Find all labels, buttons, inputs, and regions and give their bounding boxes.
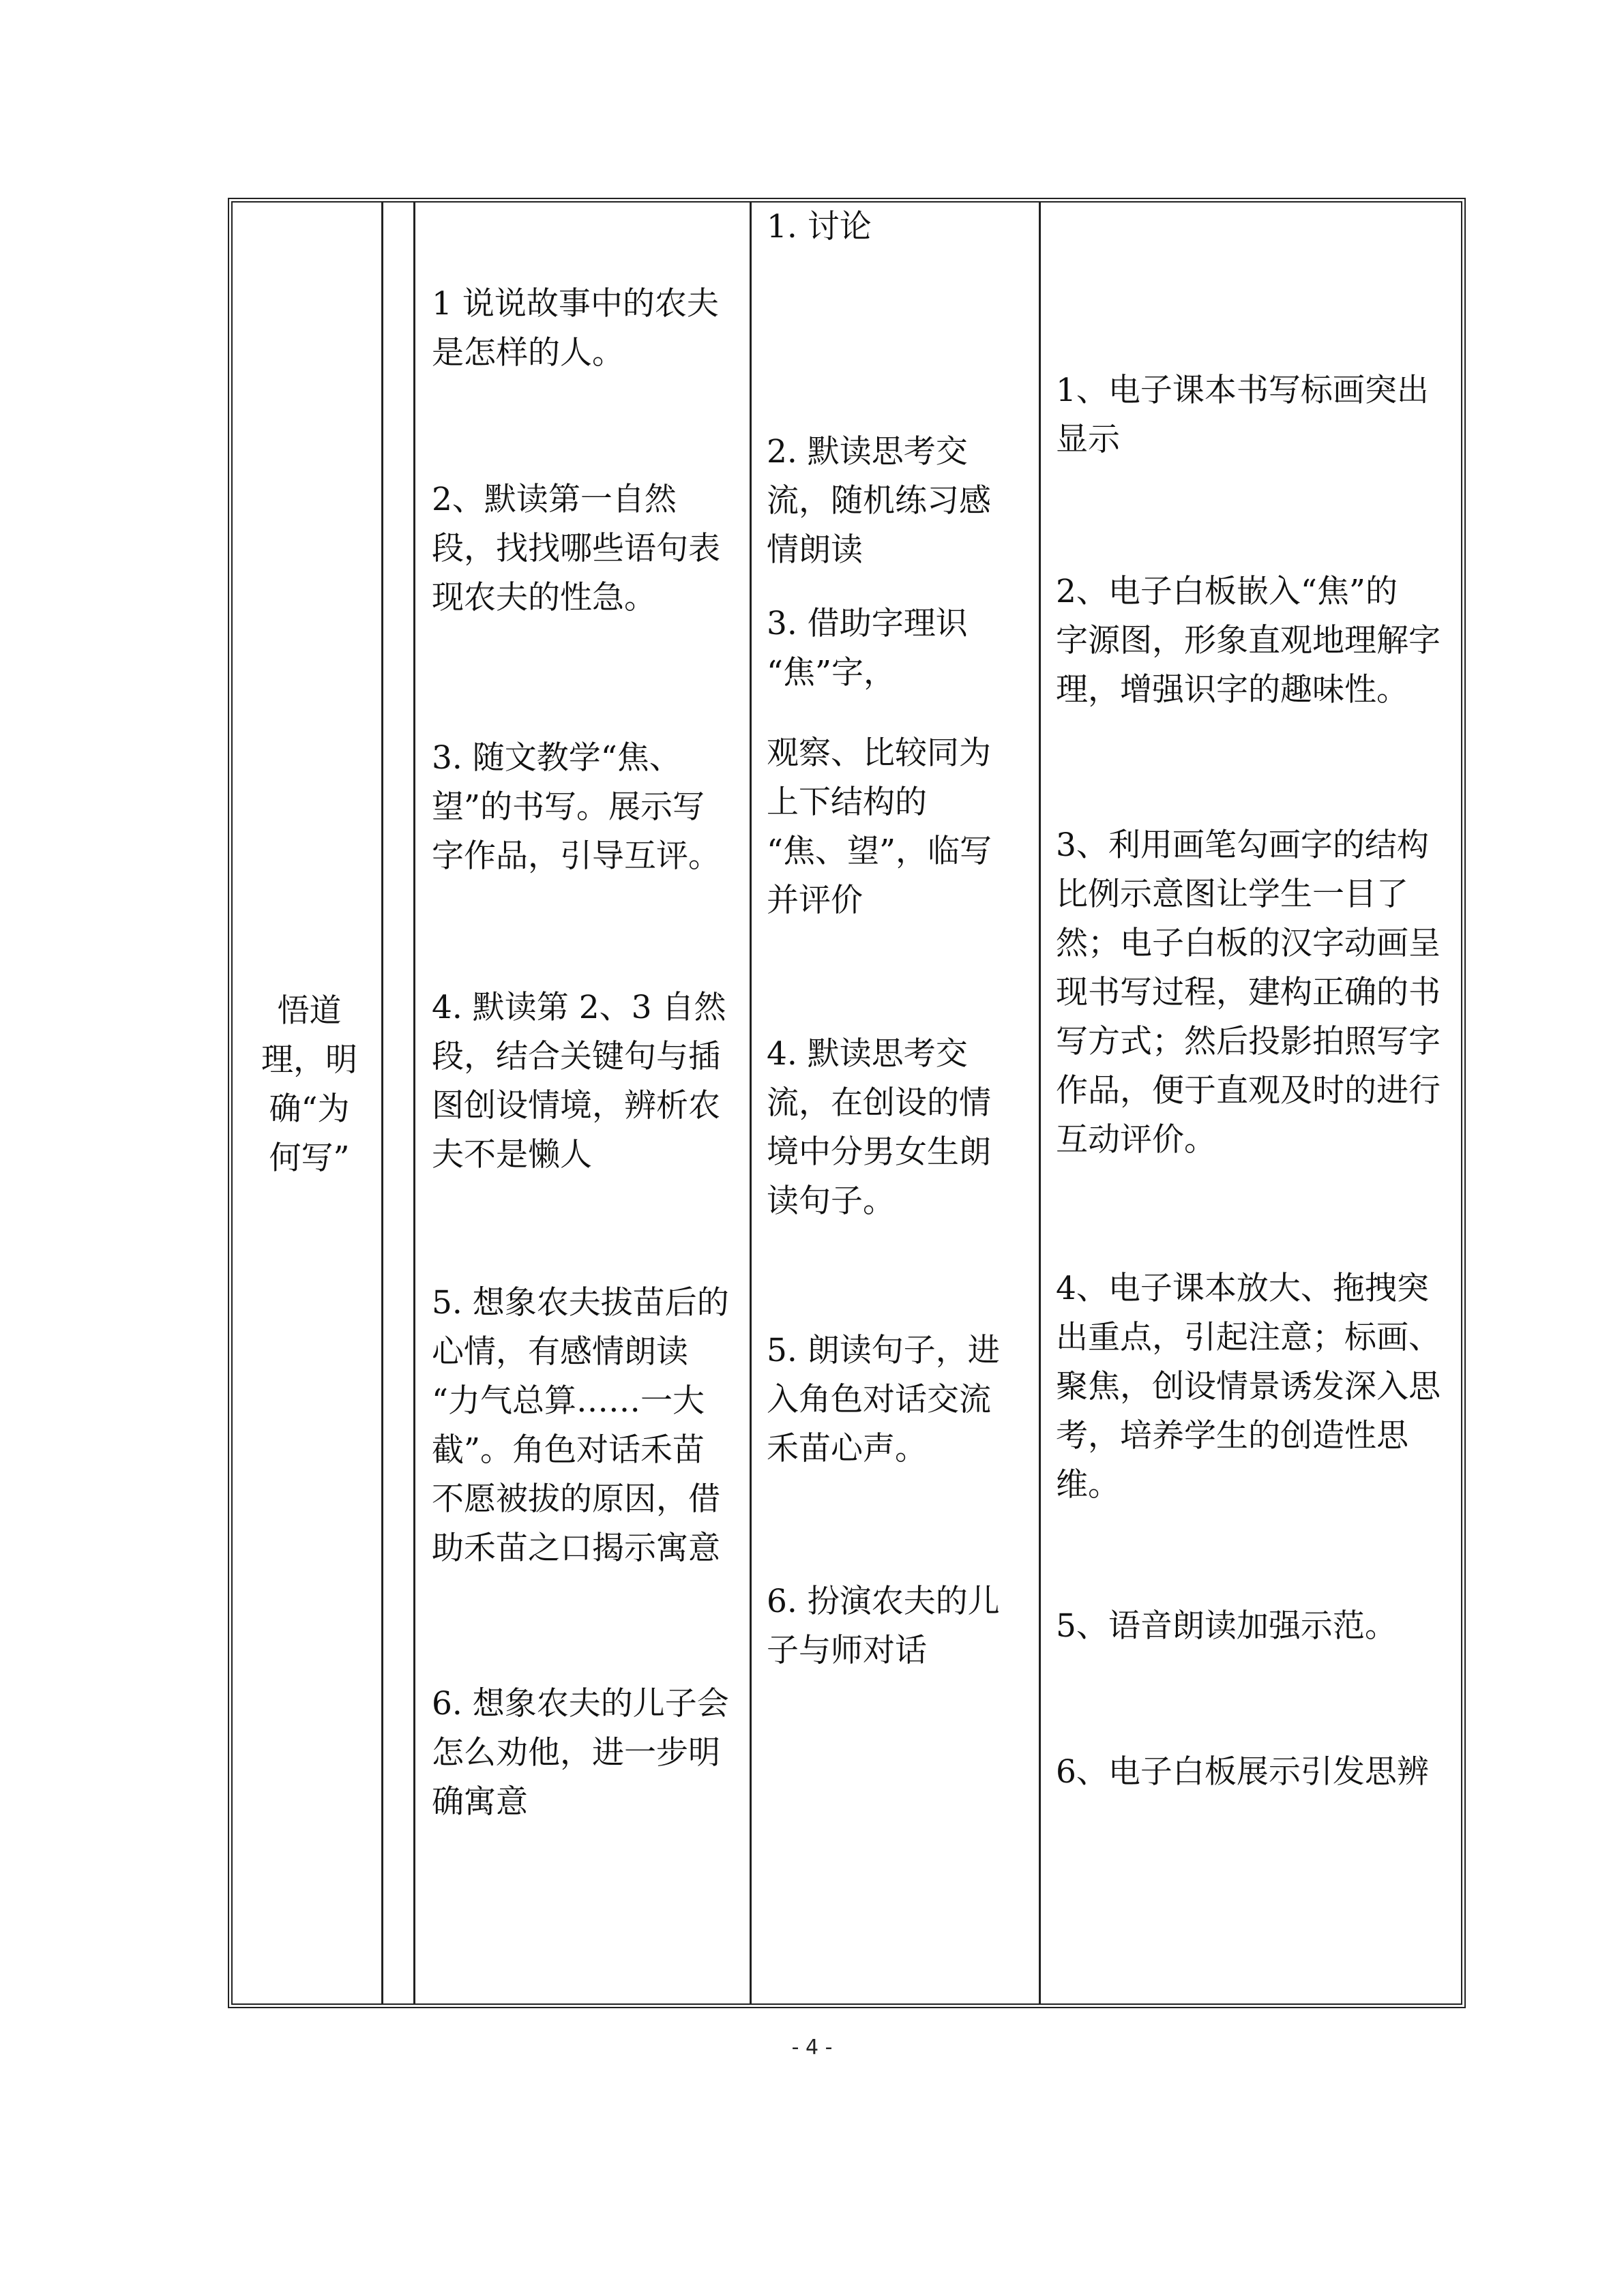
student-activity-column [752,203,1041,2003]
student-activity: 2. 默读思考交 流，随机练习感 情朗读 [767,433,991,569]
student-activity: 5. 朗读句子，进 入角色对话交流 禾苗心声。 [767,1332,1000,1467]
teacher-step: 6. 想象农夫的儿子会 怎么劝他，进一步明 确寓意 [432,1685,729,1821]
media-use: 6、电子白板展示引发思辨 [1056,1753,1429,1791]
page-number: - 4 - [791,2036,833,2059]
media-use-column [1041,203,1461,2003]
teacher-activity-column [415,203,752,2003]
section-column [233,203,383,2003]
media-use: 4、电子课本放大、拖拽突 出重点，引起注意；标画、 聚焦，创设情景诱发深入思 考，培养学生的创造性思 维。 [1056,1270,1441,1504]
teacher-step: 2、默读第一自然 段，找找哪些语句表 现农夫的性急。 [432,481,720,616]
blank-column [383,203,415,2003]
student-activity: 3. 借助字理识 “焦”字， [767,605,968,691]
student-activity: 观察、比较同为 上下结构的 “焦、望”，临写 并评价 [767,734,992,919]
media-use: 1、电子课本书写标画突出 显示 [1056,372,1429,458]
student-activity: 1. 讨论 [767,208,872,245]
media-use: 2、电子白板嵌入“焦”的 字源图，形象直观地理解字 理，增强识字的趣味性。 [1056,573,1441,709]
teacher-step: 4. 默读第 2、3 自然 段，结合关键句与插 图创设情境，辨析农 夫不是懒人 [432,989,726,1174]
media-use: 5、语音朗读加强示范。 [1056,1607,1397,1645]
teacher-step: 1 说说故事中的农夫 是怎样的人。 [432,285,719,372]
teacher-step: 5. 想象农夫拔苗后的 心情，有感情朗读 “力气总算……一大 截”。角色对话禾苗 不愿被拔的原因，借 助禾苗之口揭示寓意 [432,1284,729,1567]
section-label: 悟道 理，明 确“为 何写” [261,992,357,1177]
media-use: 3、利用画笔勾画字的结构 比例示意图让学生一目了 然；电子白板的汉字动画呈 现书写过程，建构正确的书 写方式；然后投影拍照写字 作品，便于直观及时的进行 互动评价。 [1056,826,1441,1159]
lesson-plan-table [228,198,1466,2008]
student-activity: 6. 扮演农夫的儿 子与师对话 [767,1583,1000,1669]
teacher-step: 3. 随文教学“焦、 望”的书写。展示写 字作品，引导互评。 [432,739,720,875]
student-activity: 4. 默读思考交 流，在创设的情 境中分男女生朗 读句子。 [767,1035,991,1220]
